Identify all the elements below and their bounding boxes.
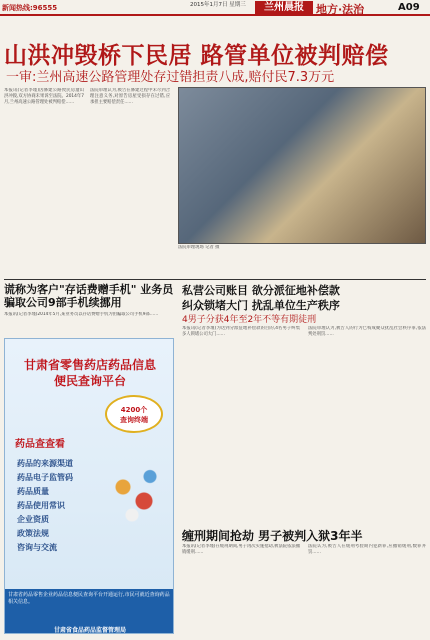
divider [4,279,426,280]
story3-body-col2: 法院审理认为,被告人的行为已构成聚众扰乱社会秩序罪,依法判处刑罚…… [308,326,426,337]
pharmacy-ad [4,338,174,634]
ad-feature-title: 药品查查看 [15,439,65,450]
ad-item: 药品的来源渠道 [17,459,73,468]
ad-item: 政策法规 [17,529,49,538]
ad-title [15,357,165,389]
story3-headline-2: 纠众锁堵大门 扰乱单位生产秩序 [182,299,340,312]
ad-footer-text: 甘肃省药品零售企业药品信息便民查询平台开通运行,市民可就近查询药品相关信息。 [5,589,174,634]
story3-subheadline: 4男子分获4年至2年不等有期徒刑 [182,315,317,325]
story4-headline: 缠刑期间抢劫 男子被判入狱3年半 [182,529,363,543]
ad-phone-badge [105,395,163,433]
courtroom-photo [178,87,426,244]
story3-headline-1: 私营公司账目 欲分派征地补偿款 [182,284,340,297]
section-title: 地方·法治 [316,3,365,16]
ad-item: 企业资质 [17,515,49,524]
lead-body-col2: 法院审理认为,被告在修建过程中未尽到合理注意义务,对原告房屋受损存在过错,应承担主要赔偿责任…… [90,88,170,105]
story2-headline: 谎称为客户"存话费赠手机" 业务员骗取公司9部手机续挪用 [4,283,174,309]
page-number: A09 [398,2,420,13]
story4-body-col1: 本报讯(记者李瑾)在缓刑期间,男子再次实施抢劫,被法院依法撤销缓刑…… [182,544,300,555]
ad-phone-number: 4200个 [120,406,148,414]
ad-phone-label: 查询终端 [120,416,148,424]
lead-body-col1: 本报讯(记者李瑾)因修建公路致民房遭山洪冲毁,双方协商未果诉至法院。2014年7月,兰州高速公路管理处被判赔偿…… [4,88,84,105]
ad-footer-org: 甘肃省食品药品监督管理局 [53,627,126,634]
ad-title-line2: 便民查询平台 [53,374,126,388]
date-line: 2015年1月7日 星期三 [190,2,246,8]
story2-body: 本报讯(记者李瑾)2014年5月,某业务员以存话费赠手机为由骗取公司手机9部…… [4,312,159,317]
ad-item-list [17,457,87,555]
ad-item: 药品使用常识 [17,501,65,510]
pills-illustration [105,459,165,529]
lead-headline: 山洪冲毁桥下民居 路管单位被判赔偿 [4,43,389,69]
newspaper-masthead: 兰州晨报 [255,1,313,14]
ad-title-line1: 甘肃省零售药店药品信息 [23,358,156,372]
ad-item: 药品质量 [17,487,49,496]
ad-item: 药品电子监管码 [17,473,73,482]
story3-body-col1: 本报讯(记者李瑾)为达到分派征地补偿款的目的,4名男子纠集多人锁堵公司大门…… [182,326,300,337]
lead-subheadline: 一审:兰州高速公路管理处存过错担责八成,赔付民7.3万元 [6,70,335,85]
ad-item: 咨询与交流 [17,543,57,552]
news-hotline: 新闻热线:96555 [2,4,58,12]
photo-caption: 法院审理现场 记者 摄 [178,245,220,250]
story4-body-col2: 法院认为,被告人在缓刑考验期内犯新罪,应撤销缓刑,数罪并罚…… [308,544,426,555]
